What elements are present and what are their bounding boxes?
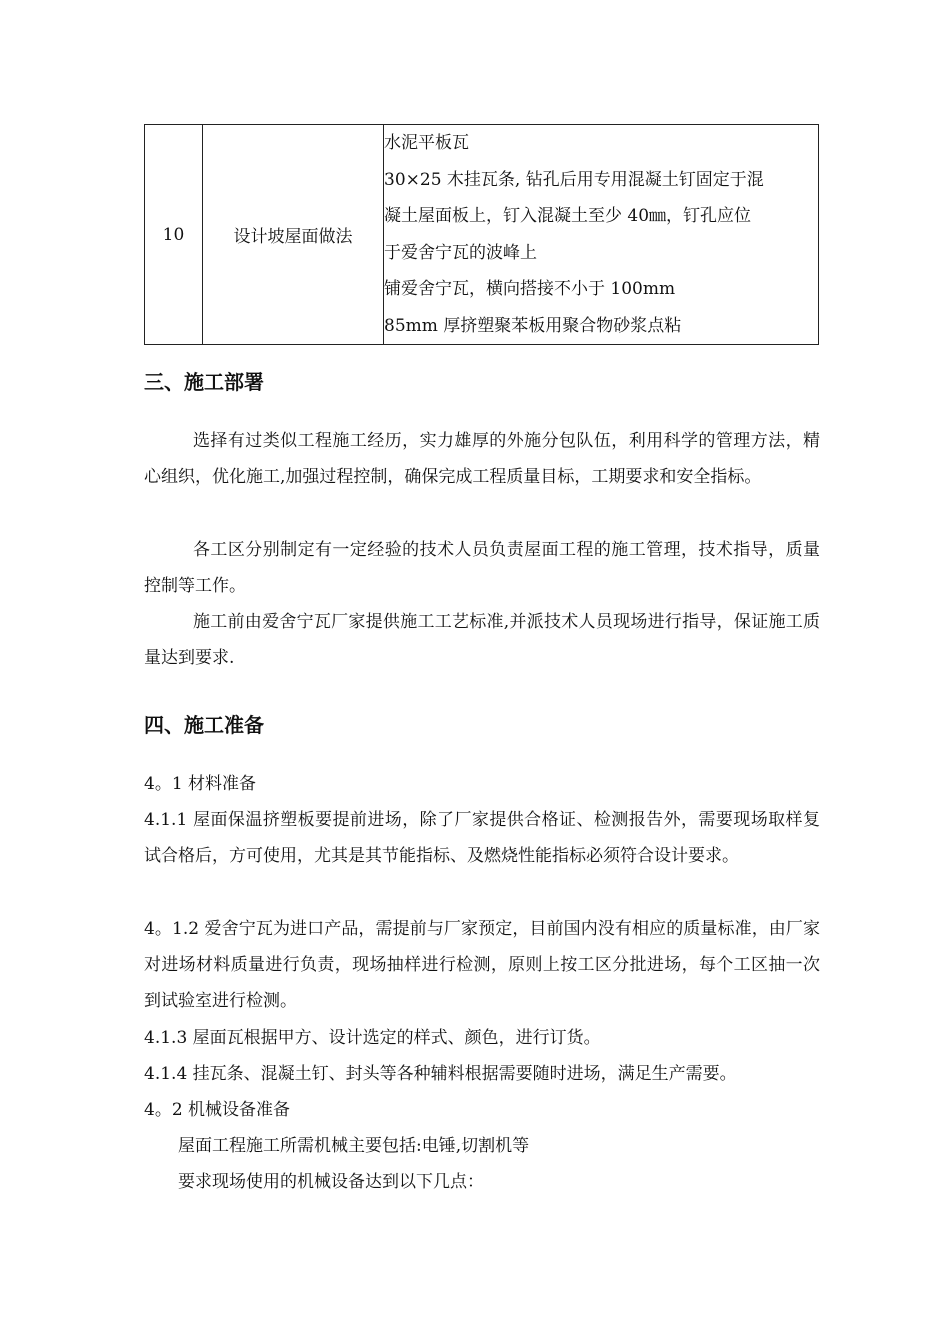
content-line: 铺爱舍宁瓦，横向搭接不小于 100mm bbox=[384, 279, 676, 299]
paragraph: 施工前由爱舍宁瓦厂家提供施工工艺标准,并派技术人员现场进行指导，保证施工质量达到要求. bbox=[144, 612, 820, 669]
paragraph: 要求现场使用的机械设备达到以下几点： bbox=[178, 1172, 484, 1192]
paragraph: 4.1.1 屋面保温挤塑板要提前进场，除了厂家提供合格证、检测报告外，需要现场取样复试合格后，方可使用，尤其是其节能指标、及燃烧性能指标必须符合设计要求。 bbox=[144, 810, 820, 867]
subsection-title: 4。2 机械设备准备 bbox=[144, 1100, 291, 1120]
paragraph: 4。1.2 爱舍宁瓦为进口产品，需提前与厂家预定，目前国内没有相应的质量标准，由厂家对进场材料质量进行负责，现场抽样进行检测，原则上按工区分批进场，每个工区抽一次到试验室进行检测。 bbox=[144, 919, 820, 1012]
row-number-cell: 10 bbox=[145, 125, 203, 345]
content-line: 30×25 木挂瓦条, 钻孔后用专用混凝土钉固定于混 bbox=[384, 169, 764, 190]
list-item: 4.1.4 挂瓦条、混凝土钉、封头等各种辅料根据需要随时进场，满足生产需要。 bbox=[144, 1064, 737, 1084]
section-heading-deployment: 三、施工部署 bbox=[144, 370, 264, 394]
subsection-title: 4。1 材料准备 bbox=[144, 774, 257, 794]
row-name-cell: 设计坡屋面做法 bbox=[203, 125, 384, 345]
content-line: 凝土屋面板上，钉入混凝土至少 40㎜，钉孔应位 bbox=[384, 206, 752, 226]
spec-table bbox=[144, 124, 819, 345]
paragraph: 各工区分别制定有一定经验的技术人员负责屋面工程的施工管理，技术指导，质量控制等工作。 bbox=[144, 540, 820, 597]
content-line: 水泥平板瓦 bbox=[384, 133, 469, 153]
paragraph: 屋面工程施工所需机械主要包括:电锤,切割机等 bbox=[178, 1136, 530, 1156]
table-row bbox=[145, 125, 819, 345]
content-line: 于爱舍宁瓦的波峰上 bbox=[384, 242, 537, 263]
content-line: 85mm 厚挤塑聚苯板用聚合物砂浆点粘 bbox=[384, 315, 682, 336]
row-content-cell bbox=[384, 125, 819, 345]
section-heading-preparation: 四、施工准备 bbox=[144, 713, 264, 737]
list-item: 4.1.3 屋面瓦根据甲方、设计选定的样式、颜色，进行订货。 bbox=[144, 1028, 601, 1048]
paragraph: 选择有过类似工程施工经历，实力雄厚的外施分包队伍，利用科学的管理方法，精心组织，优化施工,加强过程控制，确保完成工程质量目标，工期要求和安全指标。 bbox=[144, 431, 820, 488]
